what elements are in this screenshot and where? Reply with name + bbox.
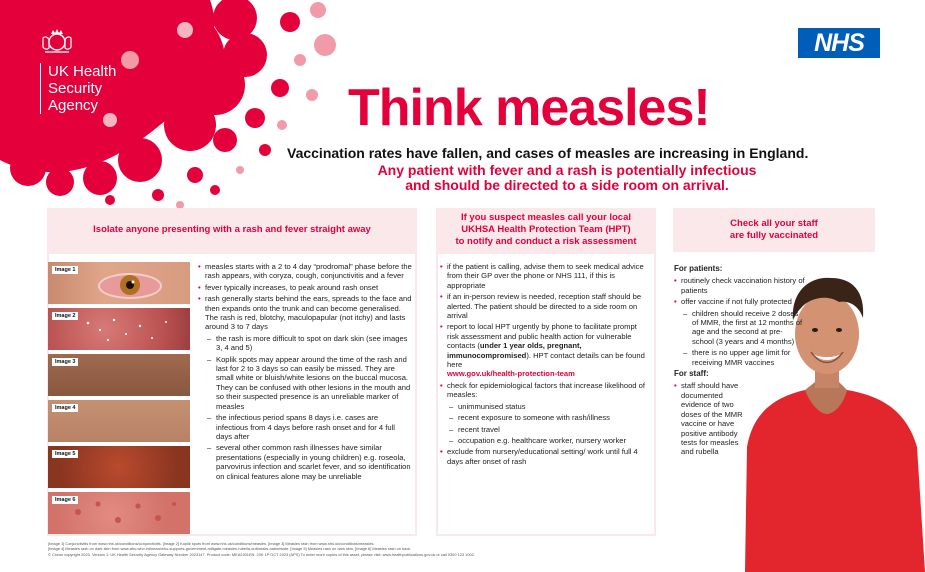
list-item-report-hpt <box>440 322 650 378</box>
list-item: • staff should have documented evidence of two doses of the MMR vaccine or have positive antibody tests for measles and rubella <box>674 381 749 456</box>
image-6-rash-back <box>48 492 190 534</box>
col2-text <box>440 262 650 468</box>
list-item: – there is no upper age limit for receiving MMR vaccines <box>674 348 804 367</box>
list-item: • offer vaccine if not fully protected <box>674 297 824 306</box>
nhs-logo: NHS <box>798 28 880 58</box>
patients-list <box>674 276 824 367</box>
page-title: Think measles! <box>348 79 710 137</box>
col1-heading-text: Isolate anyone presenting with a rash and fever straight away <box>93 224 371 235</box>
image-4-label: Image 4 <box>52 404 78 412</box>
col1-bullet-list <box>198 262 412 481</box>
image-2-koplik-spots <box>48 308 190 350</box>
image-3-label: Image 3 <box>52 358 78 366</box>
for-patients-title: For patients: <box>674 264 723 273</box>
image-2-label: Image 2 <box>52 312 78 320</box>
list-item: – recent travel <box>440 425 650 434</box>
image-5-rash-dark-skin <box>48 446 190 488</box>
agency-line-1: UK Health <box>48 63 117 80</box>
list-item: • routinely check vaccination history of patients <box>674 276 824 295</box>
footer-credits <box>48 541 878 557</box>
royal-crest-icon <box>40 28 74 54</box>
image-1-conjunctivitis <box>48 262 190 304</box>
staff-list <box>674 381 824 456</box>
list-item: • if an in-person review is needed, reception staff should be alerted. The patient should be directed to a side room on arrival <box>440 292 650 320</box>
image-4-rash-dark-skin <box>48 400 190 442</box>
image-3-rash <box>48 354 190 396</box>
warning-message <box>352 163 782 193</box>
ukhsa-logo <box>40 28 160 114</box>
image-6-label: Image 6 <box>52 496 78 504</box>
list-item: • exclude from nursery/educational setting/ work until full 4 days after onset of rash <box>440 447 650 466</box>
footer-line-1: [Image 1] Conjunctivitis from www.nhs.uk/conditions/conjunctivitis. [Image 2] Koplik spots from www.nhs.uk/conditions/measles. [Image 3] Measles rash from www.nhs.uk/conditions/measles. <box>48 541 375 546</box>
agency-line-2: Security <box>48 80 103 97</box>
col3-heading-line-2: are fully vaccinated <box>729 230 819 241</box>
list-item: • rash generally starts behind the ears, spreads to the face and then expands onto the trunk and can become generalised. The rash is red, blotchy, maculopapular (not itchy) and lasts around 3 to 7 days <box>198 294 412 332</box>
image-5-label: Image 5 <box>52 450 78 458</box>
col2-heading-line-1: If you suspect measles call your local <box>460 212 631 223</box>
list-item: – children should receive 2 doses of MMR, the first at 12 months of age and the second at pre-school (3 years and 4 months) <box>674 309 804 347</box>
list-item: – unimmunised status <box>440 402 650 411</box>
list-item: – occupation e.g. healthcare worker, nursery worker <box>440 436 650 445</box>
vulnerable-contacts-text: under 1 year olds, pregnant, immunocompromised <box>447 341 582 360</box>
list-item: • check for epidemiological factors that increase likelihood of measles: <box>440 381 650 400</box>
col3-heading <box>673 208 875 252</box>
list-item: • fever typically increases, to peak around rash onset <box>198 283 412 292</box>
col1-text <box>198 262 412 483</box>
for-staff-title: For staff: <box>674 369 709 379</box>
col2-heading-line-3: to notify and conduct a risk assessment <box>455 236 637 247</box>
agency-name <box>40 63 160 114</box>
warning-line-2: and should be directed to a side room on arrival. <box>405 177 729 193</box>
list-item: – Koplik spots may appear around the time of the rash and last for 2 to 3 days so can easily be missed. They are small white or bluish/white lesions on the buccal mucosa. They can be confused with other lesions in the mouth and so their suspected presence is an unreliable marker of measles <box>198 355 412 411</box>
list-item: – the infectious period spans 8 days i.e. cases are infectious from 4 days before rash onset and for 4 full days after <box>198 413 412 441</box>
image-1-label: Image 1 <box>52 266 78 274</box>
warning-line-1: Any patient with fever and a rash is potentially infectious <box>377 162 757 178</box>
footer-line-2: [Image 4] Measles rash on dark skin from www.afro.who.int/news/who-supports-government-mitigate-measles-rubella-outbreaks-nationwide. [Image 5] Measles rash on dark skin. [Image 6] Measles rash on back <box>48 546 411 552</box>
col2-bullet-list <box>440 262 650 466</box>
list-item: • measles starts with a 2 to 4 day “prodromal” phase before the rash appears, with coryza, cough, conjunctivitis and a fever <box>198 262 412 281</box>
report-hpt-text-end: ). HPT contact details can be found here <box>447 350 645 370</box>
col3-heading-line-1: Check all your staff <box>730 218 818 229</box>
col1-heading <box>47 208 417 252</box>
page-subtitle: Vaccination rates have fallen, and cases of measles are increasing in England. <box>287 145 809 161</box>
list-item: – several other common rash illnesses have similar presentations (especially in young children) e.g. roseola, parvovirus infection and scarlet fever, and so identification on clinical features alone may be unreliable <box>198 443 412 481</box>
col2-heading-line-2: UKHSA Health Protection Team (HPT) <box>461 224 631 235</box>
col3-text <box>674 262 824 459</box>
report-hpt-text: report to local HPT urgently by phone to facilitate prompt risk assessment and public health action for vulnerable contacts ( <box>447 322 637 351</box>
list-item: – the rash is more difficult to spot on dark skin (see images 3, 4 and 5) <box>198 334 412 353</box>
list-item: – recent exposure to someone with rash/illness <box>440 413 650 422</box>
agency-line-3: Agency <box>48 97 99 114</box>
list-item: • if the patient is calling, advise them to seek medical advice from their GP over the phone or NHS 111, if this is appropriate <box>440 262 650 290</box>
footer-line-3: © Crown copyright 2023. Version 1. UK Health Security Agency Gateway Number 2023147. Product code: MEA2301EN. 20K 1P OCT 2023 (APS) To order more copies of this asset, please visit: www.healthpublications.gov.uk or call 0300 123 1002. <box>48 551 475 557</box>
col2-heading <box>436 208 656 252</box>
hpt-contact-link[interactable]: www.gov.uk/health-protection-team <box>447 369 575 379</box>
